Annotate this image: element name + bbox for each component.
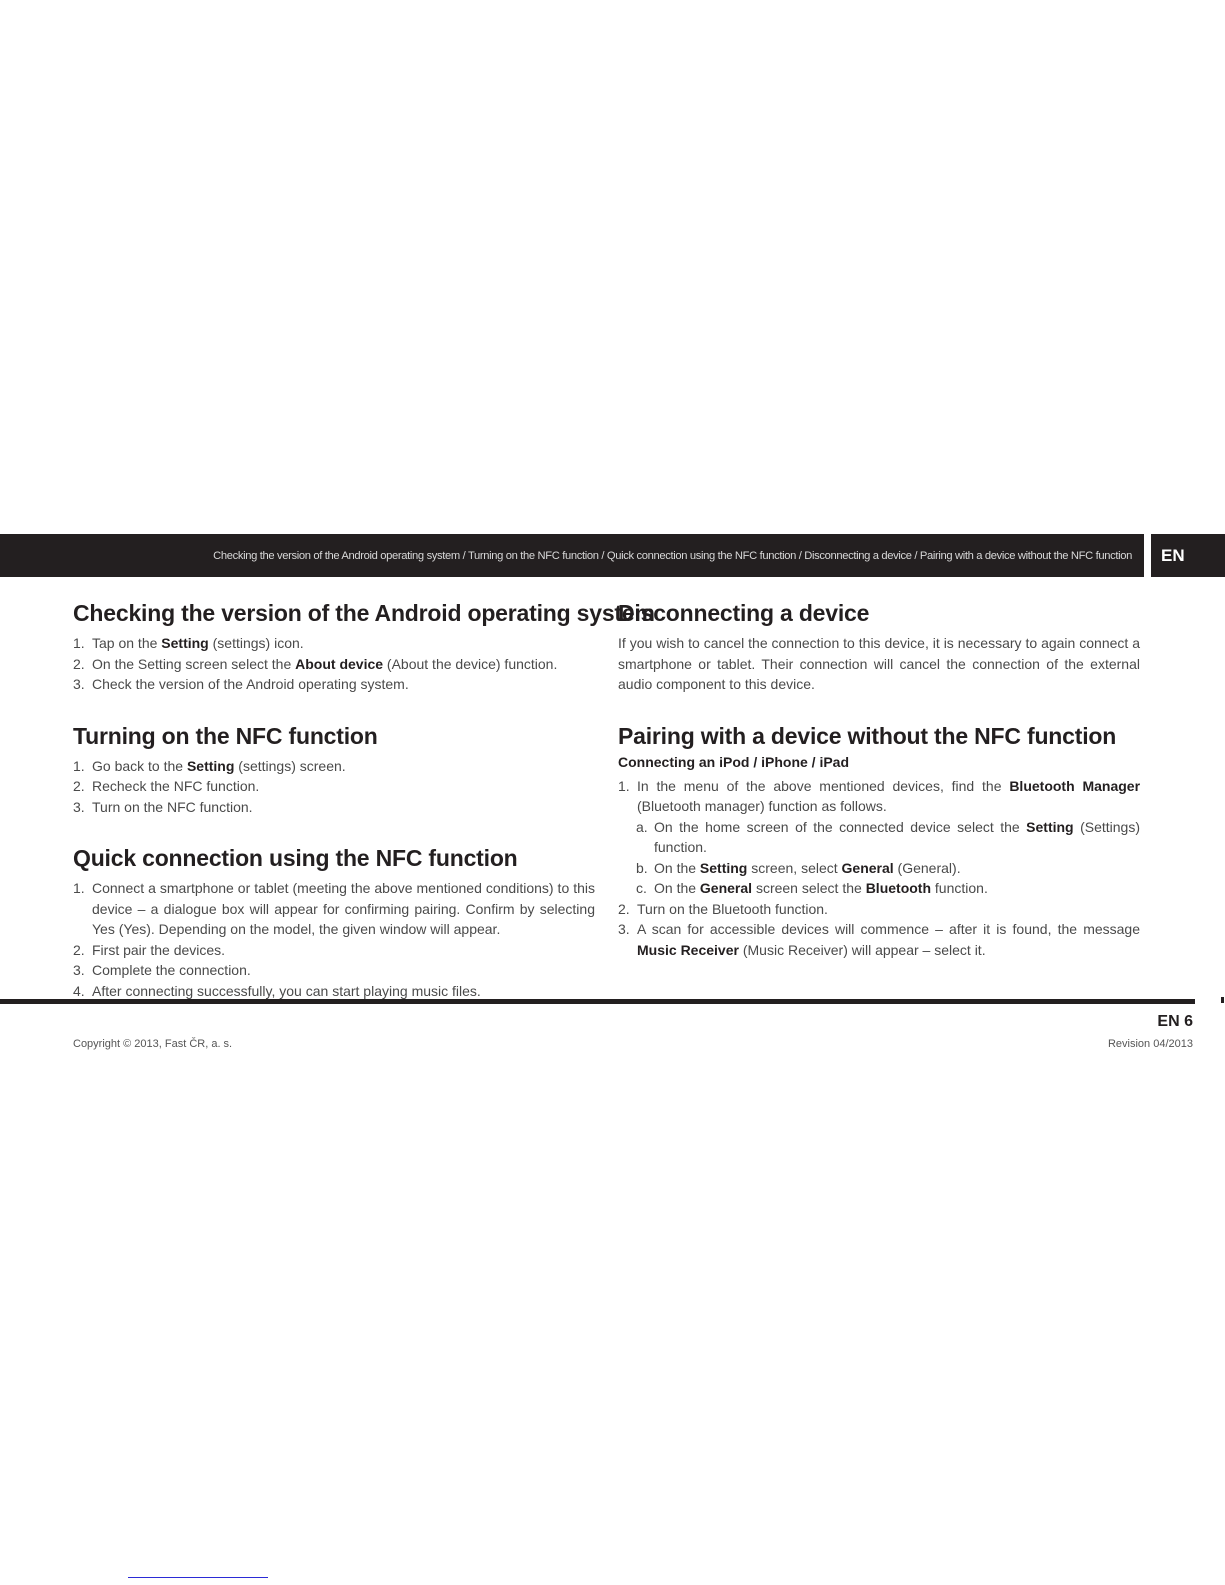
list-item: b. On the Setting screen, select General (General).	[636, 859, 961, 876]
copyright: Copyright © 2013, Fast ČR, a. s.	[73, 1038, 233, 1050]
step-list	[73, 633, 595, 695]
edge-mark	[1221, 997, 1224, 1003]
section-title: Disconnecting a device	[618, 600, 870, 626]
section-title: Pairing with a device without the NFC function	[618, 722, 1117, 749]
list-item: 2. Recheck the NFC function.	[73, 778, 260, 794]
revision: Revision 04/2013	[1107, 1038, 1193, 1050]
section-nfc-on	[73, 721, 595, 818]
step-list	[73, 756, 595, 818]
list-item: 1. Go back to the Setting (settings) screen.	[73, 757, 346, 774]
section-title: Checking the version of the Android operating system	[73, 600, 655, 626]
breadcrumb: Checking the version of the Android operating system / Turning on the NFC function / Quick connection using the NFC function / Disconnecting a device / Pairing with a device without the NFC function	[213, 549, 1132, 562]
left-column	[73, 598, 655, 1027]
bottom-line	[128, 1577, 268, 1578]
section-title: Turning on the NFC function	[73, 722, 378, 749]
language-tab: EN	[1151, 534, 1225, 577]
right-column	[618, 598, 1140, 986]
list-item: 1. Connect a smartphone or tablet (meeting the above mentioned conditions) to this device – a dialogue box will appear for confirming pairing. Confirm by selecting Yes (Yes). Depending on the model, the given window will appear.	[73, 880, 595, 937]
list-item: 3. Check the version of the Android operating system.	[73, 676, 409, 692]
list-item: a. On the home screen of the connected device select the Setting (Settings) function.	[636, 818, 1140, 855]
list-item: 2. First pair the devices.	[73, 941, 226, 958]
section-pairing	[618, 721, 1140, 961]
page-number: EN 6	[1157, 1013, 1193, 1030]
list-item: 2. On the Setting screen select the About device (About the device) function.	[73, 655, 558, 672]
section-title: Quick connection using the NFC function	[73, 845, 518, 871]
list-item: c. On the General screen select the Bluetooth function.	[636, 880, 988, 896]
section-subtitle: Connecting an iPod / iPhone / iPad	[618, 753, 850, 770]
list-item: 1. Tap on the Setting (settings) icon.	[73, 635, 304, 651]
list-item: 4. After connecting successfully, you can start playing music files.	[73, 982, 481, 999]
section-disconnect	[618, 598, 1140, 695]
list-item: 2. Turn on the Bluetooth function.	[618, 900, 828, 917]
paragraph: If you wish to cancel the connection to this device, it is necessary to again connect a smartphone or tablet. Their connection will cancel the connection of the external audio component to this device.	[618, 635, 1140, 692]
list-item: 1. In the menu of the above mentioned devices, find the Bluetooth Manager (Bluetooth manager) function as follows.	[618, 777, 1141, 814]
list-item: 3. Turn on the NFC function.	[73, 798, 253, 815]
step-list	[73, 878, 595, 1001]
step-list	[618, 776, 1140, 961]
section-android-version	[73, 598, 655, 695]
section-quick-nfc	[73, 843, 595, 1001]
footer-rule	[0, 999, 1195, 1004]
list-item: 3. A scan for accessible devices will commence – after it is found, the message Music Receiver (Music Receiver) will appear – select it.	[618, 921, 1140, 958]
list-item: 3. Complete the connection.	[73, 962, 251, 978]
header-bar	[0, 534, 1144, 577]
